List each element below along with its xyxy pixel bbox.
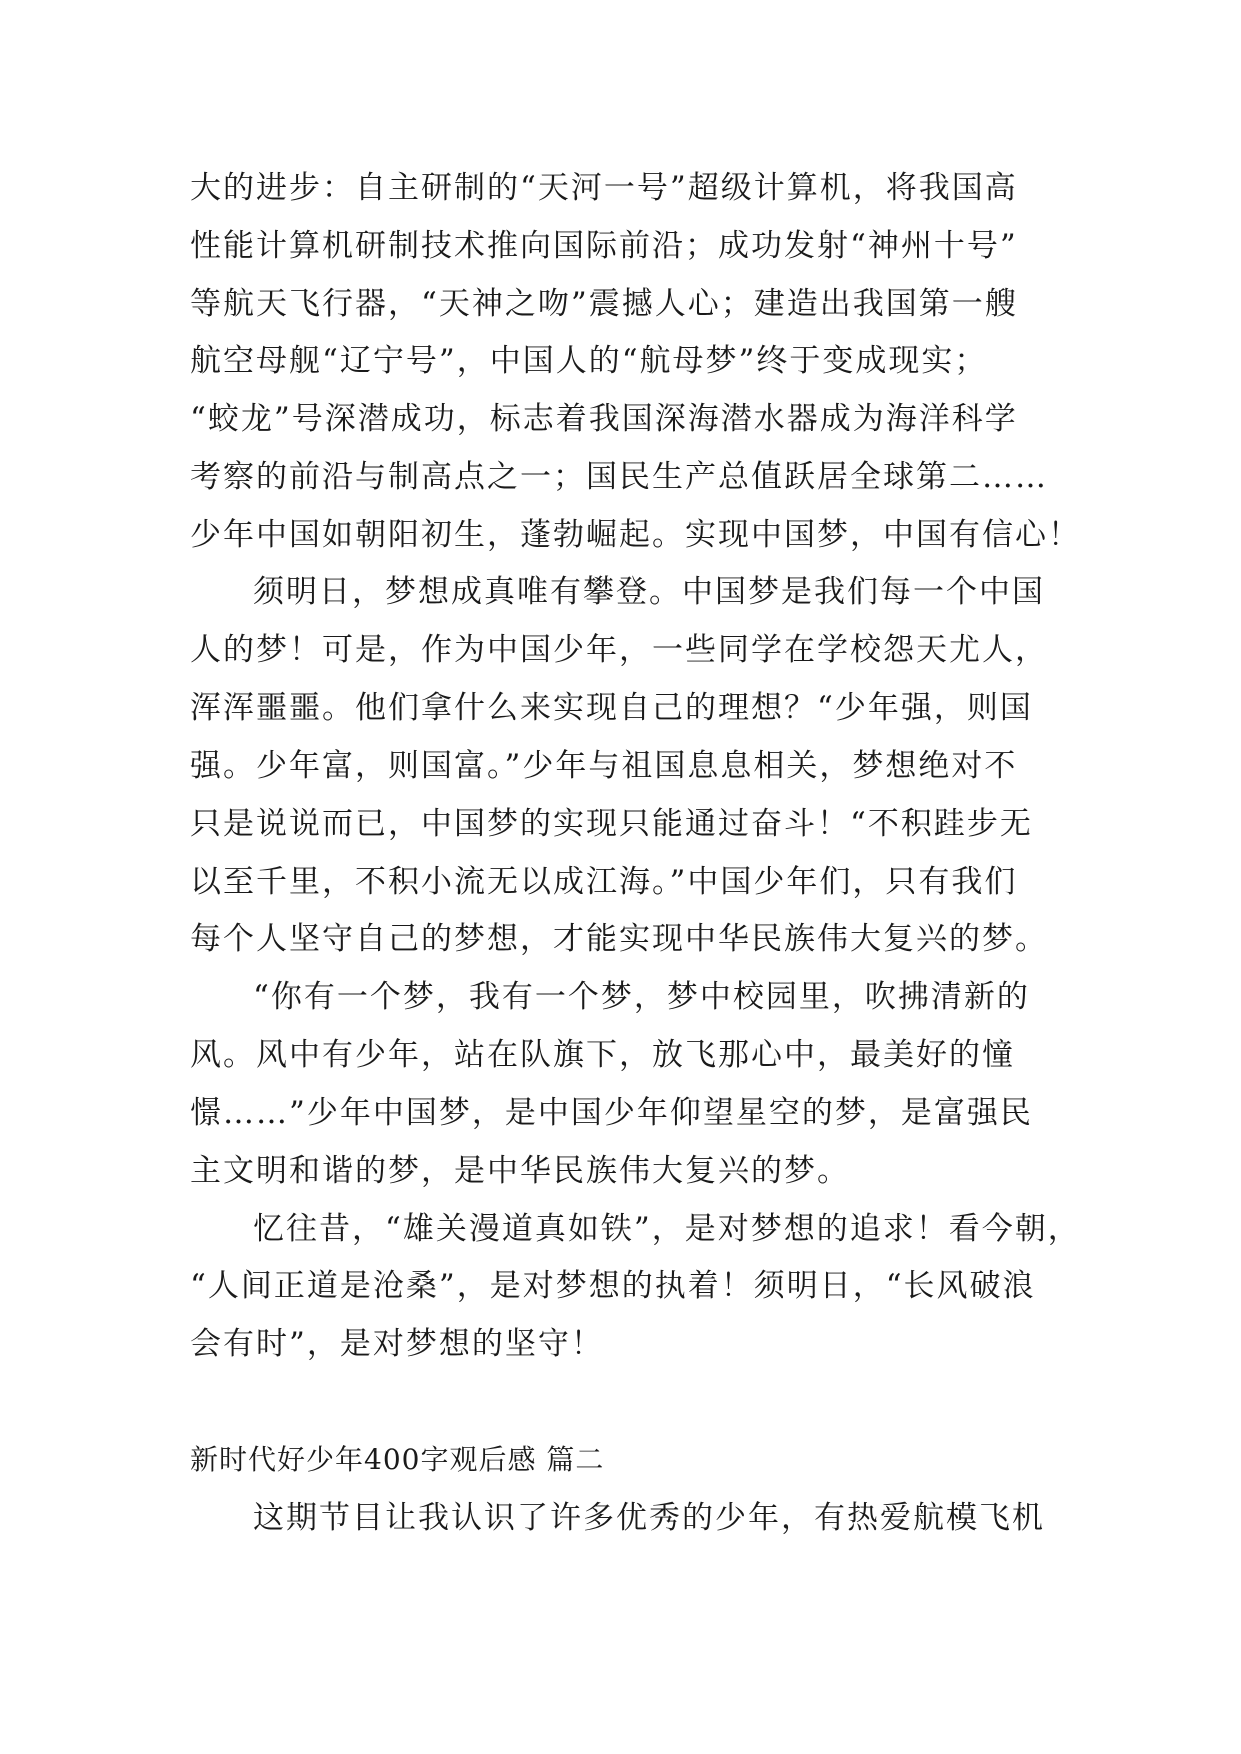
text-line-3: 等航天飞行器，“天神之吻”震撼人心；建造出我国第一艘	[190, 286, 1018, 322]
text-line-17: 憬……”少年中国梦，是中国少年仰望星空的梦，是富强民	[190, 1095, 1033, 1131]
text-line-5: “蛟龙”号深潜成功，标志着我国深海潜水器成为海洋科学	[190, 401, 1018, 437]
text-line-12: 只是说说而已，中国梦的实现只能通过奋斗！“不积跬步无	[190, 806, 1033, 842]
paragraph-start-line: 忆往昔，“雄关漫道真如铁”，是对梦想的追求！看今朝，	[253, 1211, 1081, 1247]
text-line-6: 考察的前沿与制高点之一；国民生产总值跃居全球第二……	[190, 459, 1048, 495]
text-line-20: “人间正道是沧桑”，是对梦想的执着！须明日，“长风破浪	[190, 1268, 1036, 1304]
text-line-4: 航空母舰“辽宁号”，中国人的“航母梦”终于变成现实；	[190, 343, 988, 379]
text-line-9: 人的梦！可是，作为中国少年，一些同学在学校怨天尤人，	[190, 632, 1048, 668]
paragraph-start-line: 这期节目让我认识了许多优秀的少年，有热爱航模飞机	[253, 1500, 1045, 1536]
text-line-10: 浑浑噩噩。他们拿什么来实现自己的理想？“少年强，则国	[190, 690, 1033, 726]
section-heading: 新时代好少年400字观后感 篇二	[190, 1443, 605, 1476]
paragraph-start-line: “你有一个梦，我有一个梦，梦中校园里，吹拂清新的	[253, 979, 1030, 1015]
text-line-16: 风。风中有少年，站在队旗下，放飞那心中，最美好的憧	[190, 1037, 1015, 1073]
text-line-13: 以至千里，不积小流无以成江海。”中国少年们，只有我们	[190, 864, 1018, 900]
text-line-11: 强。少年富，则国富。”少年与祖国息息相关，梦想绝对不	[190, 748, 1018, 784]
text-line-21: 会有时”，是对梦想的坚守！	[190, 1326, 604, 1362]
text-line-18: 主文明和谐的梦，是中华民族伟大复兴的梦。	[190, 1153, 850, 1189]
text-line-14: 每个人坚守自己的梦想，才能实现中华民族伟大复兴的梦。	[190, 921, 1048, 957]
text-line-2: 性能计算机研制技术推向国际前沿；成功发射“神州十号”	[190, 228, 1018, 264]
text-line-1: 大的进步：自主研制的“天河一号”超级计算机，将我国高	[190, 170, 1018, 206]
text-line-7: 少年中国如朝阳初生，蓬勃崛起。实现中国梦，中国有信心！	[190, 517, 1081, 553]
paragraph-start-line: 须明日，梦想成真唯有攀登。中国梦是我们每一个中国	[253, 574, 1045, 610]
